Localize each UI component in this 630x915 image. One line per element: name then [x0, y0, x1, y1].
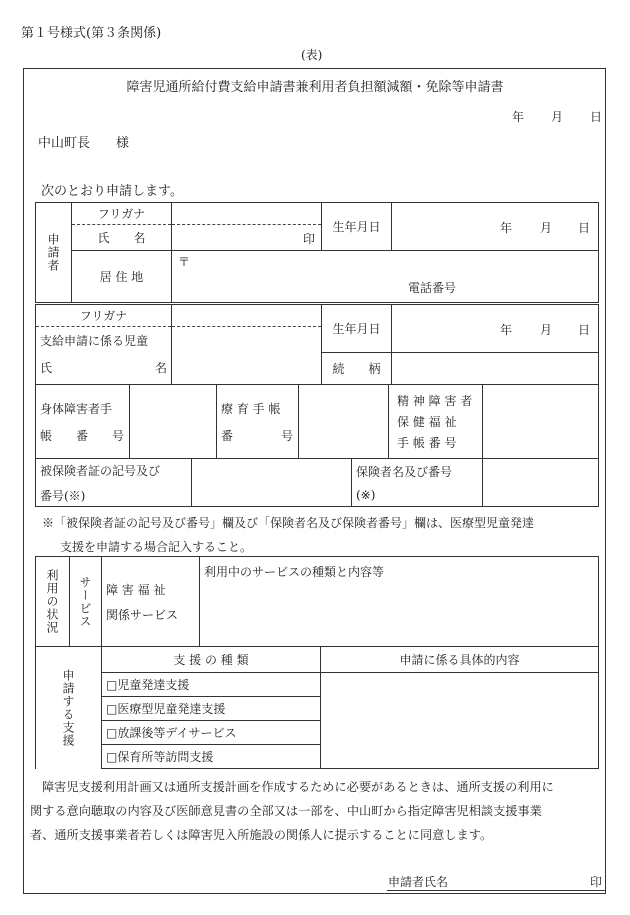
signature-seal: 印: [590, 875, 603, 889]
form-number: 第１号様式(第３条関係): [21, 26, 162, 41]
date-month: 月: [551, 110, 564, 124]
physical-notebook-label: 身体障害者手 帳 番 号: [36, 385, 130, 459]
support-detail-field[interactable]: [321, 673, 599, 769]
mental-notebook-field[interactable]: [483, 385, 599, 459]
insurer-field[interactable]: [483, 459, 599, 507]
applicant-name-label: 氏 名: [72, 225, 172, 251]
insurer-label: 保険者名及び番号 (※): [352, 459, 483, 507]
child-table: [35, 304, 599, 385]
support-group-label: 申請する支援: [36, 647, 102, 769]
insurance-table: [35, 458, 599, 507]
applicant-table: [35, 202, 599, 303]
usage-status-label: 利用の状況: [36, 557, 70, 647]
intro-text: 次のとおり申請します。: [41, 184, 183, 199]
addressee: 中山町長 様: [38, 136, 130, 151]
note-line-2: 支援を申請する場合記入すること。: [60, 540, 253, 554]
postal-mark: 〒: [178, 255, 191, 269]
signature-line[interactable]: [387, 890, 605, 891]
note-line-1: ※「被保険者証の記号及び番号」欄及び「保険者名及び保険者番号」欄は、医療型児童発達: [42, 516, 535, 530]
applicant-birth-field[interactable]: 年 月 日: [392, 203, 599, 251]
insurance-card-field[interactable]: [192, 459, 352, 507]
support-option[interactable]: □児童発達支援: [102, 673, 321, 697]
signature-label: 申請者氏名: [388, 875, 449, 889]
applicant-seal-mark: 印: [302, 232, 315, 246]
notebook-table: [35, 384, 599, 459]
child-furigana-field[interactable]: [172, 305, 322, 327]
applicant-furigana-field[interactable]: [172, 203, 322, 225]
support-option[interactable]: □医療型児童発達支援: [102, 697, 321, 721]
child-relation-label: 続 柄: [322, 353, 392, 385]
consent-line-2: 関する意向聴取の内容及び医師意見書の全部又は一部を、中山町から指定障害児相談支援事業: [30, 804, 542, 818]
welfare-service-label: 障 害 福 祉 関係サービス: [102, 557, 200, 647]
consent-line-3: 者、通所支援事業者若しくは障害児入所施設の関係人に提示することに同意します。: [30, 828, 493, 842]
ryoiku-notebook-label: 療 育 手 帳 番 号: [217, 385, 299, 459]
applicant-birth-label: 生年月日: [322, 203, 392, 251]
support-type-header: 支 援 の 種 類: [102, 647, 321, 673]
ryoiku-notebook-field[interactable]: [299, 385, 389, 459]
applicant-address-label: 居 住 地: [72, 251, 172, 303]
child-birth-label: 生年月日: [322, 305, 392, 353]
consent-line-1: 障害児支援利用計画又は通所支援計画を作成するために必要があるときは、通所支援の利用に: [42, 780, 554, 794]
child-birth-field[interactable]: 年 月 日: [392, 305, 599, 353]
support-detail-header: 申請に係る具体的内容: [321, 647, 599, 673]
insurance-card-label: 被保険者証の記号及び 番号(※): [36, 459, 192, 507]
usage-content-field[interactable]: 利用中のサービスの種類と内容等: [200, 557, 599, 647]
applicant-furigana-label: フリガナ: [72, 203, 172, 225]
usage-table: [35, 556, 599, 647]
form-side-label: (表): [301, 48, 323, 62]
mental-notebook-label: 精 神 障 害 者 保 健 福 祉 手 帳 番 号: [389, 385, 483, 459]
page-title: 障害児通所給付費支給申請書兼利用者負担額減額・免除等申請書: [126, 80, 504, 95]
physical-notebook-field[interactable]: [130, 385, 217, 459]
phone-label: 電話番号: [408, 281, 457, 295]
applicant-name-field[interactable]: [172, 225, 322, 251]
child-relation-field[interactable]: [392, 353, 599, 385]
applicant-address-field[interactable]: [172, 251, 599, 303]
applicant-group-label: 申請者: [36, 203, 72, 303]
support-table: [35, 646, 599, 769]
child-furigana-label: フリガナ: [36, 305, 172, 327]
child-name-label: 支給申請に係る児童 氏 名: [36, 327, 172, 385]
support-option[interactable]: □放課後等デイサービス: [102, 721, 321, 745]
child-name-field[interactable]: [172, 327, 322, 385]
usage-service-label: サービス: [70, 557, 102, 647]
support-option[interactable]: □保育所等訪問支援: [102, 745, 321, 769]
date-day: 日: [590, 110, 603, 124]
date-year: 年: [512, 110, 525, 124]
